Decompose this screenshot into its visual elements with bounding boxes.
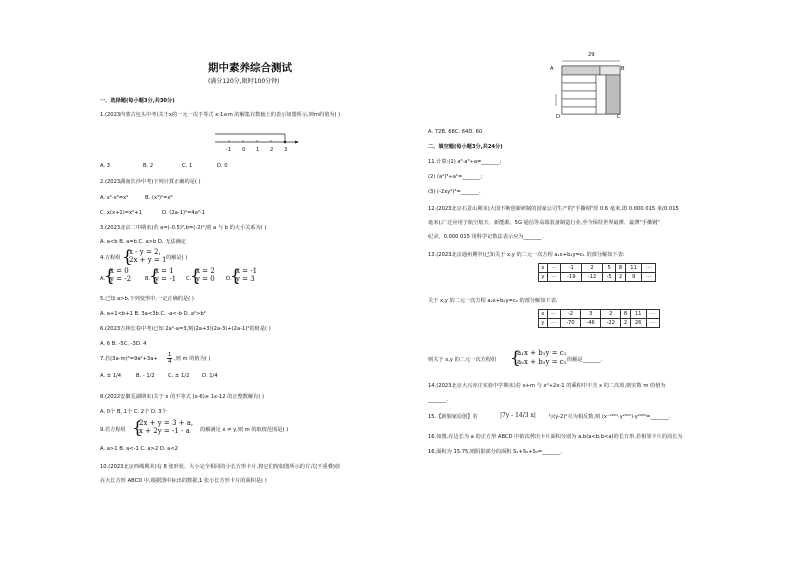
question-7-suffix: ,则 m 的值为( )	[174, 356, 211, 362]
solution-table-1	[538, 263, 656, 282]
question-13-suffix: 的解是_______.	[567, 357, 603, 363]
question-14-line-2: _______.	[428, 397, 448, 403]
question-13-prefix: 则关于 x,y 的二元一次方程组	[428, 357, 497, 363]
numberline-tick-label: 1	[256, 147, 260, 153]
page-title: 期中素养综合测试	[208, 62, 292, 74]
table-cell: -46	[581, 319, 601, 328]
question-13-middle: 关于 x,y 的二元一次方程 a₂x+b₂y=c₂ 的部分解如下表:	[428, 298, 558, 304]
section-choice-heading: 一、选择题(每小题3分,共30分)	[100, 98, 175, 104]
q1-option-c: C. 1	[182, 163, 193, 169]
table-cell: 2	[582, 264, 603, 273]
table-cell: 3	[581, 310, 601, 319]
question-7-prefix: 7.若(3a-m)²=9a²+3a+	[100, 356, 158, 362]
q13-equation-2: a₂x + b₂y = c₂	[517, 358, 567, 366]
q2-option-a: A. x²·x³=x⁶	[100, 195, 129, 201]
q4-option-label: D.	[226, 276, 232, 282]
table-cell: -19	[561, 273, 582, 282]
numberline-tick-label: 2	[270, 147, 274, 153]
table-cell: -70	[560, 319, 580, 328]
table-cell: ⋯	[642, 273, 656, 282]
q9-equation-1: 2x + y = 3 + a,	[139, 419, 194, 427]
table-cell: 11	[625, 264, 642, 273]
table-cell: -1	[561, 264, 582, 273]
q1-option-a: A. 3	[100, 163, 111, 169]
q4-a-line-1: x = 0	[110, 267, 129, 275]
question-8: 8.(2022安徽芜湖期末)关于 x 的不等式 (x-6)≥ 1x-12 的正整数解有( )	[100, 394, 265, 400]
vertex-label-d: D	[556, 114, 560, 120]
q4-equation-1: x - y = 2,	[129, 248, 161, 256]
question-11-part-2: (2) (a²)³÷a²=_______;	[428, 174, 483, 180]
q4-equation-2: 2x + y = 1	[129, 256, 167, 264]
left-brace-icon: {	[190, 266, 201, 286]
left-brace-icon: {	[122, 247, 133, 267]
q7-option-d: D. 1/4	[202, 373, 218, 379]
question-10-line-1: 10.(2023北京西城期末)有 8 张形状、大小完全相同的小长方形卡片,将它们按如图所示的方式(不重叠)放	[100, 464, 341, 470]
question-5: 5.已知 a>b,下列变形中,一定正确的是( )	[100, 296, 194, 302]
vertex-label-a: A	[550, 66, 554, 72]
q9-equation-2: x + 2y = -1 - a	[139, 427, 190, 435]
q4-c-line-1: x = 2	[196, 267, 215, 275]
q4-b-line-1: x = 1	[155, 267, 174, 275]
table-cell: -5	[602, 273, 616, 282]
table-cell: 2	[621, 319, 630, 328]
table-cell: y	[539, 319, 548, 328]
question-11-part-3: (3) (-2xy²)³=_______.	[428, 189, 481, 195]
table-cell: 11	[630, 310, 646, 319]
q4-option-label: C.	[186, 276, 192, 282]
table-cell: ⋯	[646, 310, 659, 319]
table-cell: 9	[625, 273, 642, 282]
q4-a-line-2: y = -2	[110, 275, 132, 283]
q7-option-a: A. ± 1/4	[100, 373, 122, 379]
table-cell: 8	[616, 264, 625, 273]
question-1: 1.(2023内蒙古包头中考)关于x的一元一次不等式 x-1≤m 的解集在数轴上的表示如图所示,则m的值为( )	[100, 112, 341, 118]
table-cell: ⋯	[646, 319, 659, 328]
question-15-suffix: 与(y-2)²互为相反数,则 (x⁻²⁰²¹·y²⁰²¹)·y²⁰²⁰=_______.	[548, 414, 671, 420]
question-11: 11.计算:(1) a⁶·a³÷a=_______;	[428, 159, 502, 165]
q3-options: A. a<b B. a=b C. a>b D. 无法确定	[100, 239, 186, 245]
left-brace-icon: {	[510, 348, 521, 368]
solution-table-2	[538, 309, 660, 328]
q1-option-d: D. 0	[217, 163, 228, 169]
table-cell: ⋯	[547, 319, 560, 328]
table-cell: y	[539, 273, 548, 282]
q10-options: A. 72B. 68C. 64D. 60	[428, 129, 483, 135]
numberline-tick-label: -1	[226, 147, 232, 153]
q2-option-b: B. (x³)²=x⁶	[145, 195, 173, 201]
question-4-suffix: 的解是( )	[166, 255, 188, 261]
q7-option-c: C. ± 1/2	[168, 373, 190, 379]
figure-top-dimension: 29	[588, 52, 595, 58]
question-16-line-2: 16,面积为 15.75,则阴影部分的面积 S₁+S₂+S₃=_______.	[428, 449, 563, 455]
table-cell: ⋯	[547, 310, 560, 319]
left-brace-icon: {	[149, 266, 160, 286]
question-9-suffix: 的解满足 x ≠ y,则 m 的取值范围是( )	[200, 427, 289, 433]
question-15-prefix: 15.【新独家原创】若	[428, 414, 478, 420]
q4-d-line-2: y = 3	[236, 275, 255, 283]
numberline-tick-label: 0	[242, 147, 246, 153]
q5-options: A. a+1<b+1 B. 3a<3b C. -a<-b D. a²>b²	[100, 311, 206, 317]
table-row	[539, 310, 660, 319]
rectangle-cards-figure	[556, 58, 628, 122]
question-12-line-2: 毫米),广泛应用于航空航天、新能源、5G 通信等高端装备制造行业,至今保持世界最薄、最薄"手撕钢"	[428, 220, 660, 226]
left-brace-icon: {	[132, 418, 143, 438]
question-16-line-1: 16.如图,在边长为 a 的正方形 ABCD 中依次剪出卡片面积分别为 a,b(a<b,b<a)的长方形,若相邻卡片的周长为	[428, 434, 683, 440]
left-brace-icon: {	[230, 266, 241, 286]
question-2: 2.(2023湖南长沙中考)下列计算正确的是( )	[100, 179, 201, 185]
table-cell: x	[539, 310, 548, 319]
question-13: 13.(2023北京通州期中)已知关于 x,y 的二元一次方程 a₁x+b₁y=c₁ 的部分解如下表:	[428, 252, 625, 258]
left-brace-icon: {	[104, 266, 115, 286]
q7-fraction-num: 1	[168, 352, 172, 358]
table-row	[539, 264, 656, 273]
table-cell: 2	[601, 310, 621, 319]
table-cell: 2	[616, 273, 625, 282]
question-10-line-2: 在大长方形 ABCD 中,根据图中标出的数据,1 张小长方形卡片的面积是( )	[100, 478, 267, 484]
q2-option-d: D. (2a-1)²=4a²-1	[162, 210, 206, 216]
q8-options: A. 0个 B. 1个 C. 2个 D. 3个	[100, 409, 167, 415]
q4-option-label: A.	[100, 276, 106, 282]
table-cell: -2	[560, 310, 580, 319]
question-9-prefix: 9.若方程组	[100, 427, 126, 433]
table-cell: 26	[630, 319, 646, 328]
numberline-tick-label: 3	[284, 147, 288, 153]
table-cell: 5	[602, 264, 616, 273]
table-cell: -22	[601, 319, 621, 328]
table-cell: -12	[582, 273, 603, 282]
table-cell: 8	[621, 310, 630, 319]
table-row	[539, 273, 656, 282]
table-cell: x	[539, 264, 548, 273]
q13-equation-1: a₁x + b₁y = c₁	[517, 349, 567, 357]
vertex-label-c: C	[617, 114, 621, 120]
q1-option-b: B. 2	[143, 163, 154, 169]
q6-options: A. 6 B. -5C. -3D. 4	[100, 341, 147, 347]
section-fill-heading: 二、填空题(每小题3分,共24分)	[428, 144, 503, 150]
q7-option-b: B. - 1/2	[136, 373, 155, 379]
question-12-line-1: 12.(2023北京石景山期末)大国不断创新研制的国家公司生产的"手撕钢"厚 0.6 毫米,即 0.000 015 米(0.015	[428, 206, 679, 212]
q4-c-line-2: y = 0	[196, 275, 215, 283]
vertex-label-b: B	[621, 66, 625, 72]
table-cell: ⋯	[547, 273, 561, 282]
q4-d-line-1: x = -1	[236, 267, 258, 275]
question-6: 6.(2023吉林长春中考)已知 2a²-a=3,则(2a+3)(2a-3)+(2a-1)²的值是( )	[100, 326, 271, 332]
question-12-line-3: 纪录。0.000 015 用科学记数法表示应为_______.	[428, 234, 544, 240]
q2-option-c: C. x(x+1)=x²+1	[100, 210, 142, 216]
table-cell: ⋯	[642, 264, 656, 273]
q9-options: A. a>1 B. a<-1 C. a>2 D. a<2	[100, 446, 178, 452]
page-subtitle: (满分120分,限时100分钟)	[208, 78, 280, 85]
q4-b-line-2: y = -1	[155, 275, 177, 283]
table-row	[539, 319, 660, 328]
question-3: 3.(2023北京二中期末)若 a=(-0.5)²,b=(-2)⁰,则 a 与 b 的大小关系为( )	[100, 225, 267, 231]
question-4-prefix: 4.方程组	[100, 255, 121, 261]
q15-absolute-expression: |7y - 14/3 x|	[500, 412, 536, 419]
q7-fraction-den: 4	[168, 359, 172, 365]
table-cell: ⋯	[547, 264, 561, 273]
question-14-line-1: 14.(2023北京大兴亦庄实验中学期末)若 x+m 与 x²+2x-1 的乘积中不含 x 的二次项,则实数 m 的值为	[428, 383, 666, 389]
q4-option-label: B.	[145, 276, 151, 282]
